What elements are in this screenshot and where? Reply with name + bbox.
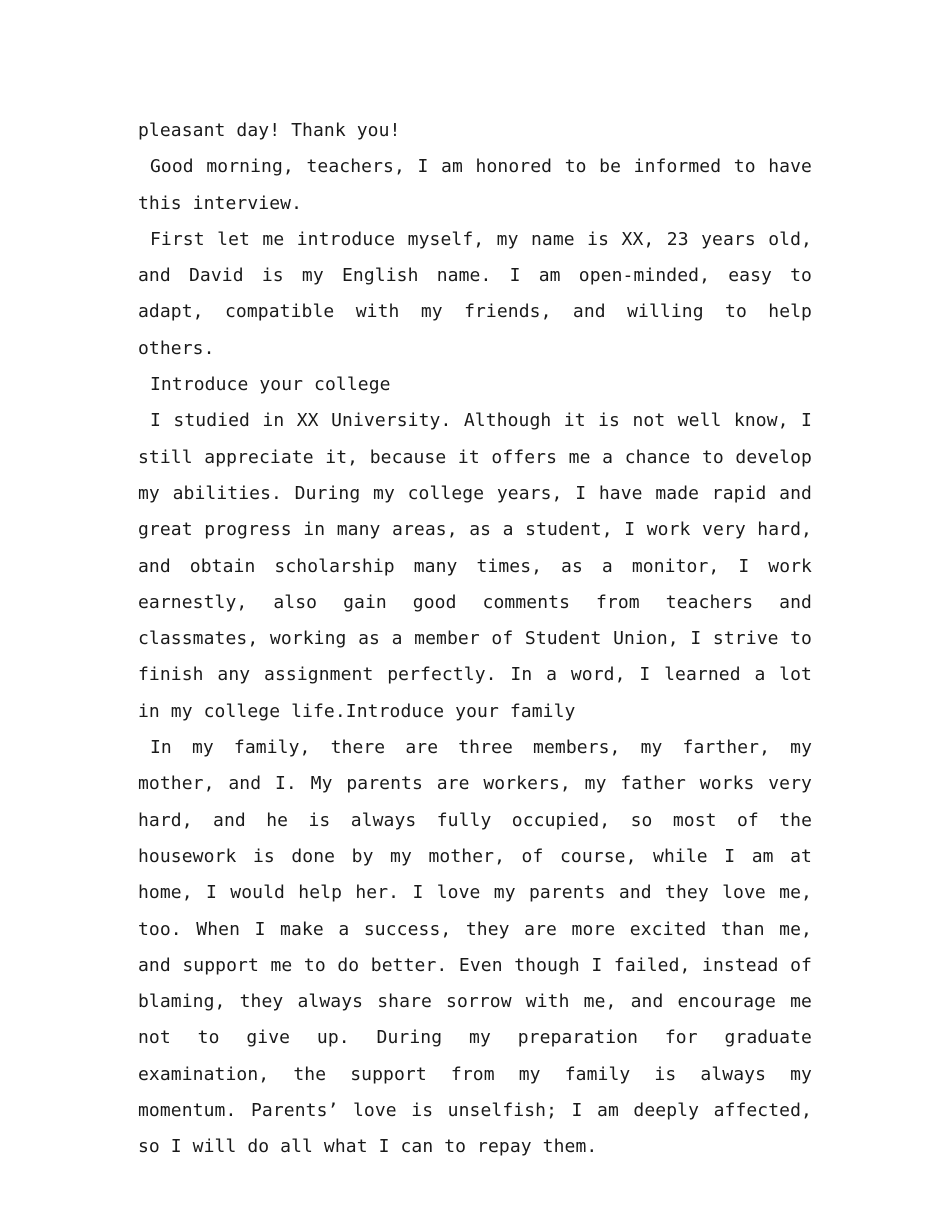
paragraph-closing-line: pleasant day! Thank you! xyxy=(138,120,401,141)
paragraph-college: I studied in XX University. Although it is not well know, I still appreciate it, because it offers me a chance to develop my abilities. During my college years, I have made rapid and great progress in many areas, as a student, I work very hard, and obtain scholarship many times, as a monitor, I work earnestly, also gain good comments from teachers and classmates, working as a member of Student Union, I strive to finish any assignment perfectly. In a word, I learned a lot in my college life.Introduce your family xyxy=(138,410,812,722)
paragraph-greeting: Good morning, teachers, I am honored to be informed to have this interview. xyxy=(138,156,812,214)
paragraph-self-introduction: First let me introduce myself, my name is XX, 23 years old, and David is my English name. I am open-minded, easy to adapt, compatible with my friends, and willing to help others. xyxy=(138,228,812,359)
heading-introduce-college: Introduce your college xyxy=(150,374,391,396)
paragraph-family: In my family, there are three members, my farther, my mother, and I. My parents are workers, my father works very hard, and he is always fully occupied, so most of the housework is done by my mother, of course, while I am at home, I would help her. I love my parents and they love me, too. When I make a success, they are more excited than me, and support me to do better. Even though I failed, instead of blaming, they always share sorrow with me, and encourage me not to give up. During my preparation for graduate examination, the support from my family is always my momentum. Parents’ love is unselfish; I am deeply affected, so I will do all what I can to repay them. xyxy=(138,737,812,1158)
document-body xyxy=(138,113,812,1166)
